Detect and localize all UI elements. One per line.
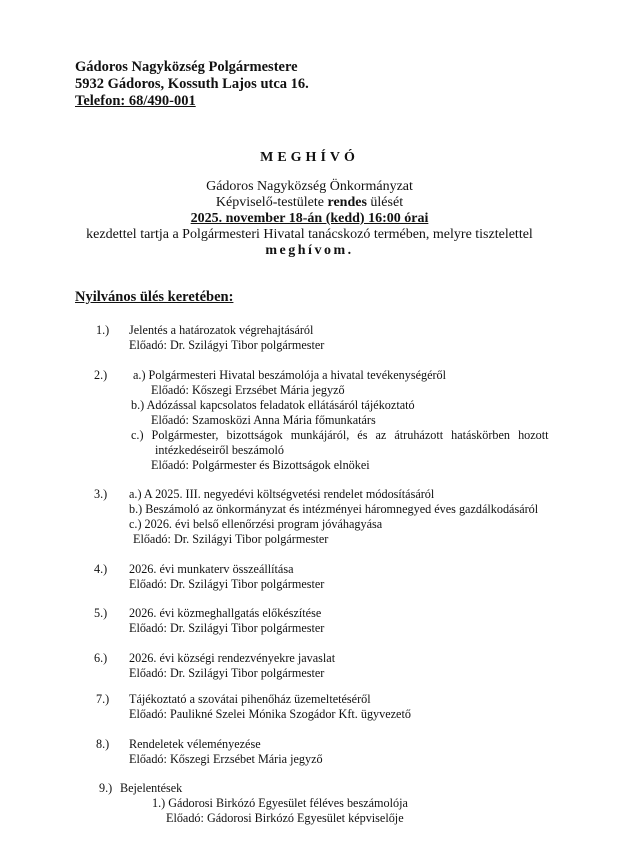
agenda-item-presenter: Előadó: Gádorosi Birkózó Egyesület képviselője: [166, 811, 404, 825]
agenda-item-title: 2026. évi közmeghallgatás előkészítése: [129, 606, 322, 620]
agenda-subitem: a.) Polgármesteri Hivatal beszámolója a hivatal tevékenységéről: [133, 368, 447, 382]
agenda-item-presenter: Előadó: Dr. Szilágyi Tibor polgármester: [133, 532, 329, 546]
meeting-date: 2025. november 18-án (kedd) 16:00 órai: [190, 211, 429, 226]
agenda-item-title: 2026. évi munkaterv összeállítása: [129, 562, 294, 576]
session-type: rendes: [327, 195, 367, 210]
item-number: 1.): [96, 323, 110, 337]
agenda-item-title: Rendeletek véleményezése: [129, 737, 261, 751]
agenda-item-presenter: Előadó: Dr. Szilágyi Tibor polgármester: [129, 621, 325, 635]
agenda-item-presenter: Előadó: Dr. Szilágyi Tibor polgármester: [129, 666, 325, 680]
intro-text: ülését: [366, 195, 404, 210]
section-title: Nyilvános ülés keretében:: [75, 289, 234, 305]
agenda-subitem: 1.) Gádorosi Birkózó Egyesület féléves beszámolója: [152, 796, 408, 810]
item-number: 4.): [94, 562, 108, 576]
item-number: 2.): [94, 368, 108, 382]
sender-phone: Telefon: 68/490-001: [75, 93, 196, 109]
intro-text: Képviselő-testülete: [215, 195, 328, 210]
sender-name: Gádoros Nagyközség Polgármestere: [75, 59, 298, 75]
agenda-subitem: b.) Adózással kapcsolatos feladatok ellátásáról tájékoztató: [131, 398, 415, 412]
item-number: 6.): [94, 651, 108, 665]
agenda-item-presenter: Előadó: Kőszegi Erzsébet Mária jegyző: [129, 752, 323, 766]
agenda-item-presenter: Előadó: Dr. Szilágyi Tibor polgármester: [129, 577, 325, 591]
agenda-item-title: Tájékoztató a szovátai pihenőház üzemeltetéséről: [129, 692, 371, 706]
agenda-subitem: b.) Beszámoló az önkormányzat és intézményei háromnegyed éves gazdálkodásáról: [129, 502, 539, 516]
item-number: 5.): [94, 606, 108, 620]
intro-line-4: kezdettel tartja a Polgármesteri Hivatal tanácskozó termében, melyre tisztelettel: [86, 227, 533, 242]
document-title: MEGHÍVÓ: [260, 150, 359, 165]
agenda-subitem-continued: intézkedéseiről beszámoló: [155, 443, 284, 457]
agenda-item-presenter: Előadó: Paulikné Szelei Mónika Szogádor Kft. ügyvezető: [129, 707, 411, 721]
item-number: 3.): [94, 487, 108, 501]
agenda-item-title: Jelentés a határozatok végrehajtásáról: [129, 323, 314, 337]
agenda-item-presenter: Előadó: Kőszegi Erzsébet Mária jegyző: [151, 383, 345, 397]
agenda-subitem: c.) 2026. évi belső ellenőrzési program jóváhagyása: [129, 517, 383, 531]
agenda-subitem: a.) A 2025. III. negyedévi költségvetési rendelet módosításáról: [129, 487, 435, 501]
intro-line-2: [0, 195, 619, 211]
agenda-item-presenter: Előadó: Szamosközi Anna Mária főmunkatárs: [151, 413, 376, 427]
intro-line-5: meghívom.: [265, 243, 354, 258]
item-number: 8.): [96, 737, 110, 751]
agenda-subitem: c.) Polgármester, bizottságok munkájáról, és az átruházott hatáskörben hozott: [131, 428, 549, 442]
agenda-item-title: Bejelentések: [120, 781, 183, 795]
agenda-item-presenter: Előadó: Dr. Szilágyi Tibor polgármester: [129, 338, 325, 352]
item-number: 9.): [99, 781, 113, 795]
agenda-item-presenter: Előadó: Polgármester és Bizottságok elnökei: [151, 458, 370, 472]
intro-line-1: Gádoros Nagyközség Önkormányzat: [206, 179, 413, 194]
agenda-item-title: 2026. évi községi rendezvényekre javaslat: [129, 651, 336, 665]
sender-address: 5932 Gádoros, Kossuth Lajos utca 16.: [75, 76, 309, 92]
item-number: 7.): [96, 692, 110, 706]
